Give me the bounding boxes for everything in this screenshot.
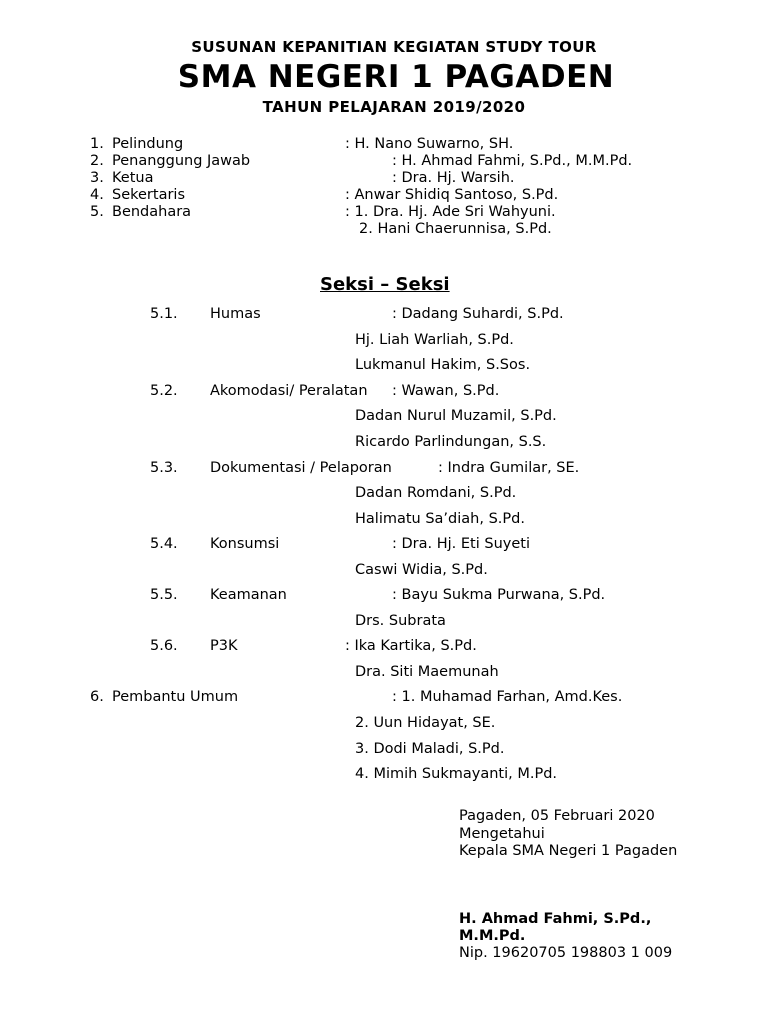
committee-value-continued: 2. Hani Chaerunnisa, S.Pd. [359,221,552,237]
section-member: : Wawan, S.Pd. [392,383,500,399]
section-num: 5.5. [150,587,178,603]
helper-member: 2. Uun Hidayat, SE. [355,715,496,731]
committee-num: 1. [90,136,104,152]
committee-role: Pembantu Umum [112,689,239,705]
section-member: Caswi Widia, S.Pd. [355,562,488,578]
committee-value: : H. Nano Suwarno, SH. [345,136,514,152]
signer-name-continued: M.M.Pd. [459,928,526,944]
section-member: Hj. Liah Warliah, S.Pd. [355,332,514,348]
committee-num: 3. [90,170,104,186]
acknowledgement: Mengetahui [459,826,545,842]
academic-year: TAHUN PELAJARAN 2019/2020 [262,98,526,116]
committee-value: : Dra. Hj. Warsih. [392,170,515,186]
committee-role: Penanggung Jawab [112,153,251,169]
section-member: Ricardo Parlindungan, S.S. [355,434,547,450]
section-member: : Bayu Sukma Purwana, S.Pd. [392,587,606,603]
signer-position: Kepala SMA Negeri 1 Pagaden [459,843,678,859]
section-num: 5.3. [150,460,178,476]
section-member: Halimatu Sa’diah, S.Pd. [355,511,525,527]
section-member: Dadan Romdani, S.Pd. [355,485,517,501]
committee-role: Pelindung [112,136,184,152]
committee-value: : H. Ahmad Fahmi, S.Pd., M.M.Pd. [392,153,633,169]
section-name: P3K [210,638,238,654]
section-member: : Dadang Suhardi, S.Pd. [392,306,564,322]
helper-member: 4. Mimih Sukmayanti, M.Pd. [355,766,558,782]
section-member: Drs. Subrata [355,613,446,629]
section-member: Lukmanul Hakim, S.Sos. [355,357,531,373]
doc-heading: SUSUNAN KEPANITIAN KEGIATAN STUDY TOUR [191,38,597,56]
place-date: Pagaden, 05 Februari 2020 [459,808,655,824]
section-num: 5.4. [150,536,178,552]
section-num: 5.6. [150,638,178,654]
committee-role: Sekertaris [112,187,186,203]
section-member: : Indra Gumilar, SE. [438,460,580,476]
helper-member: : 1. Muhamad Farhan, Amd.Kes. [392,689,623,705]
section-member: Dadan Nurul Muzamil, S.Pd. [355,408,557,424]
committee-num: 6. [90,689,104,705]
section-num: 5.1. [150,306,178,322]
committee-num: 2. [90,153,104,169]
committee-role: Ketua [112,170,154,186]
section-num: 5.2. [150,383,178,399]
section-name: Keamanan [210,587,287,603]
committee-num: 5. [90,204,104,220]
school-name: SMA NEGERI 1 PAGADEN [177,59,615,95]
section-name: Akomodasi/ Peralatan [210,383,368,399]
section-name: Humas [210,306,261,322]
signer-nip: Nip. 19620705 198803 1 009 [459,945,673,961]
section-name: Konsumsi [210,536,280,552]
signer-name: H. Ahmad Fahmi, S.Pd., [459,911,652,927]
section-name: Dokumentasi / Pelaporan [210,460,392,476]
section-member: Dra. Siti Maemunah [355,664,499,680]
helper-member: 3. Dodi Maladi, S.Pd. [355,741,505,757]
committee-value: : 1. Dra. Hj. Ade Sri Wahyuni. [345,204,556,220]
section-heading: Seksi – Seksi [320,274,450,295]
section-member: : Ika Kartika, S.Pd. [345,638,477,654]
section-member: : Dra. Hj. Eti Suyeti [392,536,530,552]
committee-value: : Anwar Shidiq Santoso, S.Pd. [345,187,559,203]
committee-num: 4. [90,187,104,203]
committee-role: Bendahara [112,204,192,220]
